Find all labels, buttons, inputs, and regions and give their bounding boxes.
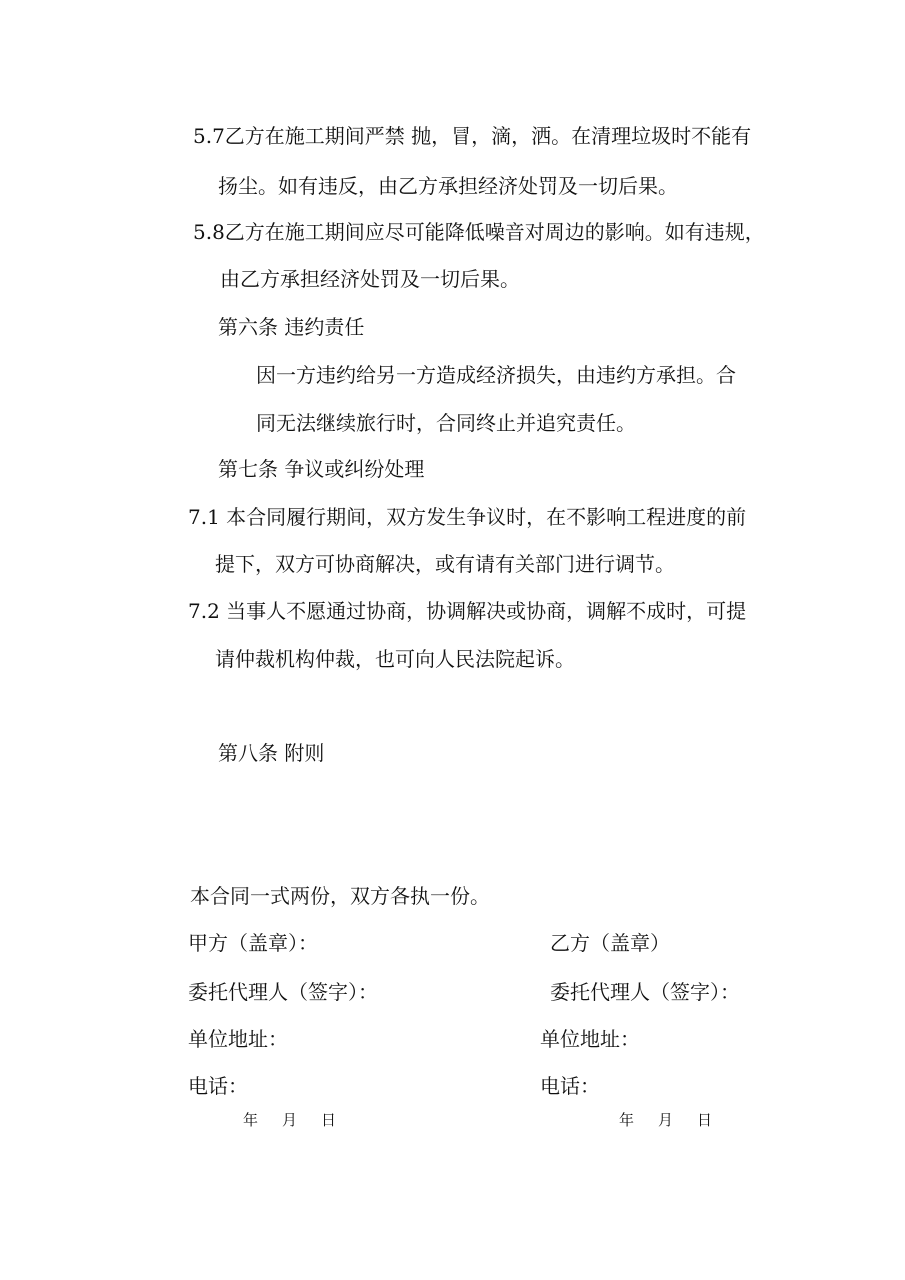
party-a-date-year: 年	[243, 1111, 259, 1129]
clause-5-8-line-2: 由乙方承担经济处罚及一切后果。	[220, 267, 520, 291]
article-7-heading: 第七条 争议或纠纷处理	[218, 457, 425, 481]
party-b-address-label: 单位地址：	[540, 1027, 640, 1051]
clause-5-7-line-1: 5.7乙方在施工期间严禁 抛，冒，滴，洒。在清理垃圾时不能有	[193, 124, 752, 148]
party-a-phone-label: 电话：	[188, 1074, 248, 1098]
clause-5-7-line-2: 扬尘。如有违反，由乙方承担经济处罚及一切后果。	[218, 174, 678, 198]
copies-note: 本合同一式两份，双方各执一份。	[190, 884, 490, 908]
party-b-phone-label: 电话：	[540, 1074, 600, 1098]
party-b-agent-label: 委托代理人（签字）：	[550, 980, 740, 1004]
clause-7-2-line-2: 请仲裁机构仲裁，也可向人民法院起诉。	[215, 647, 575, 671]
article-6-line-2: 同无法继续旅行时，合同终止并追究责任。	[256, 411, 636, 435]
clause-7-1-line-1: 7.1 本合同履行期间，双方发生争议时，在不影响工程进度的前	[188, 505, 747, 529]
party-b-date-month: 月	[658, 1111, 674, 1129]
party-b-date-line	[619, 1110, 712, 1130]
clause-5-8-line-1: 5.8乙方在施工期间应尽可能降低噪音对周边的影响。如有违规，	[193, 220, 765, 244]
party-b-seal-label: 乙方（盖章）	[550, 931, 670, 955]
article-6-line-1: 因一方违约给另一方造成经济损失，由违约方承担。合	[256, 363, 736, 387]
article-6-heading: 第六条 违约责任	[218, 315, 365, 339]
party-b-date-year: 年	[619, 1111, 635, 1129]
party-a-seal-label: 甲方（盖章）：	[188, 931, 318, 955]
party-b-date-day: 日	[697, 1111, 713, 1129]
clause-7-2-line-1: 7.2 当事人不愿通过协商，协调解决或协商，调解不成时，可提	[188, 599, 747, 623]
party-a-date-day: 日	[321, 1111, 337, 1129]
party-a-address-label: 单位地址：	[188, 1027, 288, 1051]
clause-7-1-line-2: 提下，双方可协商解决，或有请有关部门进行调节。	[215, 552, 675, 576]
party-a-date-month: 月	[282, 1111, 298, 1129]
article-8-heading: 第八条 附则	[218, 741, 325, 765]
party-a-agent-label: 委托代理人（签字）：	[188, 980, 378, 1004]
party-a-date-line	[243, 1110, 336, 1130]
